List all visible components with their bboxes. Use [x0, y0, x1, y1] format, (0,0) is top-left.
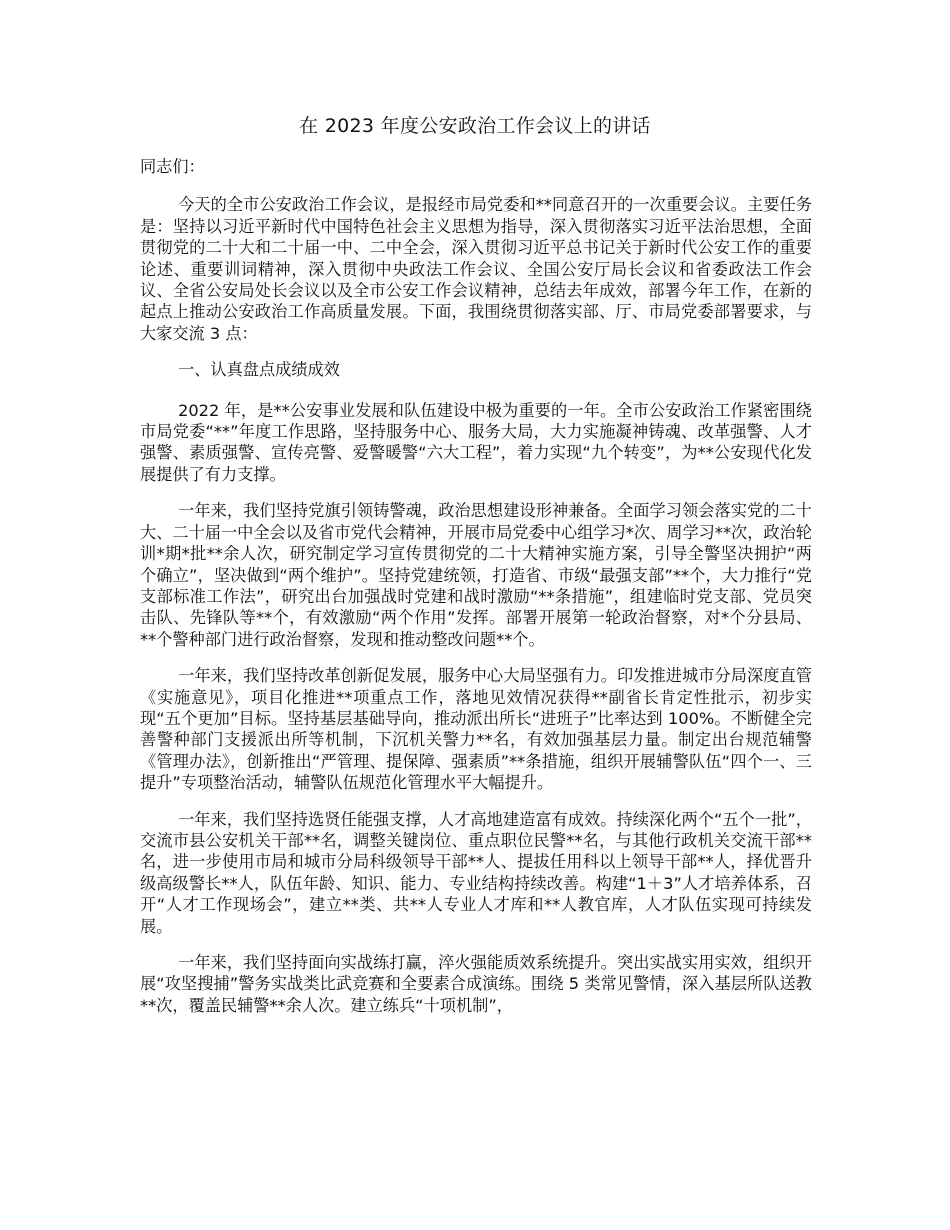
paragraph-talent: 一年来，我们坚持选贤任能强支撑，人才高地建造富有成效。持续深化两个“五个一批”，交流市县公安机关干部**名，调整关键岗位、重点职位民警**名，与其他行政机关交流干部**名，进一步使用市局和城市分局科级领导干部**人、提拔任用科以上领导干部**人，择优晋升级高级警长**人，队伍年龄、知识、能力、专业结构持续改善。构建“1＋3”人才培养体系，召开“人才工作现场会”，建立**类、共**人专业人才库和**人教官库，人才队伍实现可持续发展。 — [140, 809, 812, 936]
document-body — [140, 156, 812, 1031]
paragraph-intro: 今天的全市公安政治工作会议，是报经市局党委和**同意召开的一次重要会议。主要任务是：坚持以习近平新时代中国特色社会主义思想为指导，深入贯彻落实习近平法治思想，全面贯彻党的二十大和二十届一中、二中全会，深入贯彻习近平总书记关于新时代公安工作的重要论述、重要训词精神，深入贯彻中央政法工作会议、全国公安厅局长会议和省委政法工作会议、全省公安局处长会议以及全市公安工作会议精神，总结去年成效，部署今年工作，在新的起点上推动公安政治工作高质量发展。下面，我围绕贯彻落实部、厅、市局党委部署要求，与大家交流 3 点： — [140, 195, 812, 343]
salutation: 同志们： — [140, 157, 205, 176]
paragraph-training: 一年来，我们坚持面向实战练打赢，淬火强能质效系统提升。突出实战实用实效，组织开展“攻坚搜捕”警务实战类比武竞赛和全要素合成演练。围绕 5 类常见警情，深入基层所队送教**次，覆盖民辅警**余人次。建立练兵“十项机制”， — [140, 953, 812, 1015]
paragraph-overview: 2022 年，是**公安事业发展和队伍建设中极为重要的一年。全市公安政治工作紧密围绕市局党委“**”年度工作思路，坚持服务中心、服务大局，大力实施凝神铸魂、改革强警、人才强警、素质强警、宣传亮警、爱警暖警“六大工程”，着力实现“九个转变”，为**公安现代化发展提供了有力支撑。 — [140, 400, 812, 484]
paragraph-party-building: 一年来，我们坚持党旗引领铸警魂，政治思想建设形神兼备。全面学习领会落实党的二十大、二十届一中全会以及省市党代会精神，开展市局党委中心组学习*次、周学习**次，政治轮训*期*批**余人次，研究制定学习宣传贯彻党的二十大精神实施方案，引导全警坚决拥护“两个确立”，坚决做到“两个维护”。坚持党建统领，打造省、市级“最强支部”**个，大力推行“党支部标准工作法”，研究出台加强战时党建和战时激励“**条措施”，组建临时党支部、党员突击队、先锋队等**个，有效激励“两个作用”发挥。部署开展第一轮政治督察，对*个分县局、**个警种部门进行政治督察，发现和推动整改问题**个。 — [140, 501, 812, 649]
paragraph-reform: 一年来，我们坚持改革创新促发展，服务中心大局坚强有力。印发推进城市分局深度直管《实施意见》，项目化推进**项重点工作，落地见效情况获得**副省长肯定性批示，初步实现“五个更加”目标。坚持基层基础导向，推动派出所长“进班子”比率达到 100%。不断健全完善警种部门支援派出所等机制，下沉机关警力**名，有效加强基层力量。制定出台规范辅警《管理办法》，创新推出“严管理、提保障、强素质”**条措施，组织开展辅警队伍“四个一、三提升”专项整治活动，辅警队伍规范化管理水平大幅提升。 — [140, 666, 812, 793]
section-heading: 一、认真盘点成绩成效 — [178, 360, 340, 380]
document-title: 在 2023 年度公安政治工作会议上的讲话 — [299, 115, 651, 137]
